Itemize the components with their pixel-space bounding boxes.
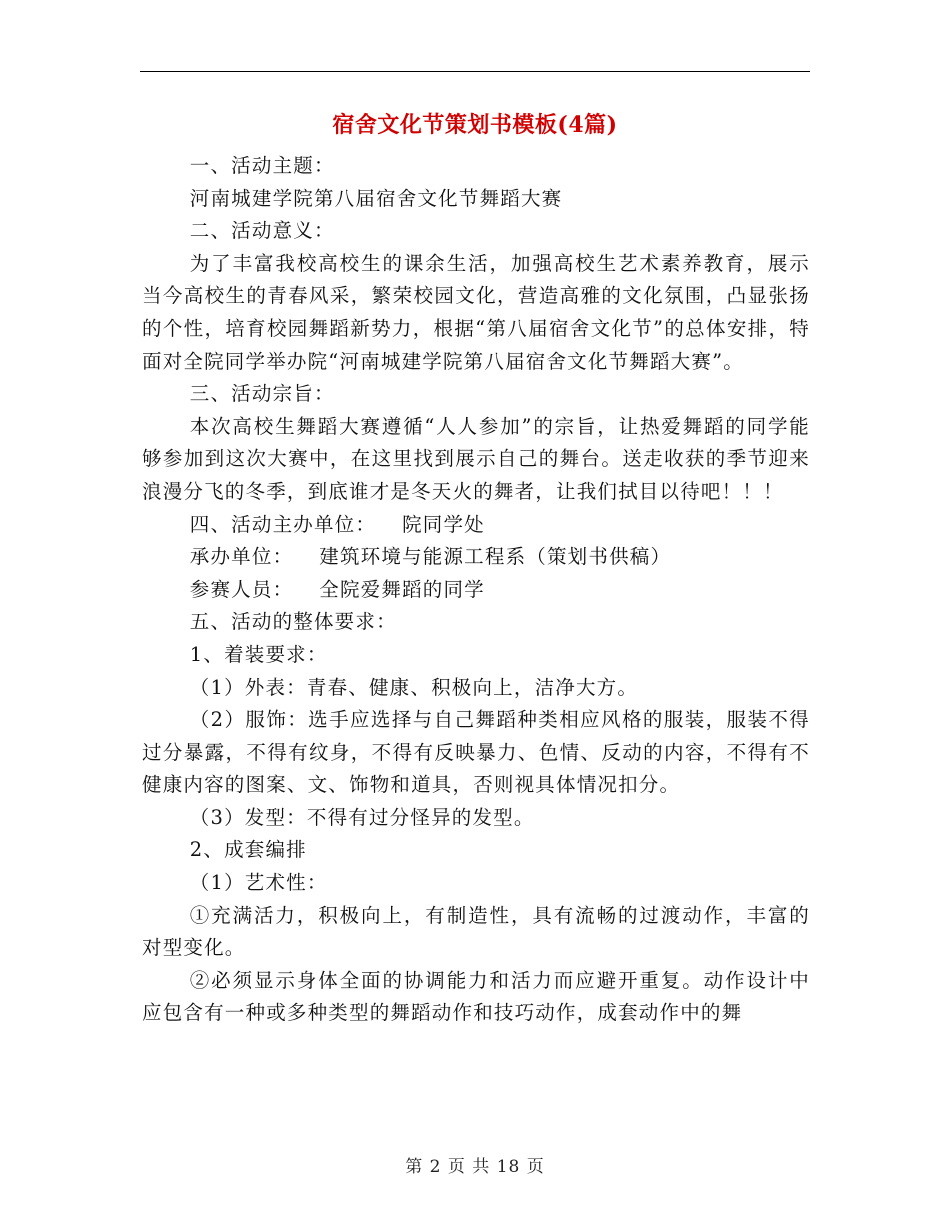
item-artistry: （1）艺术性： <box>189 871 328 895</box>
item-point-1: ①充满活力，积极向上，有制造性，具有流畅的过渡动作，丰富的对型变化。 <box>142 903 810 960</box>
paragraph-significance: 为了丰富我校高校生的课余生活，加强高校生艺术素养教育，展示当今高校生的青春风采，繁荣校园文化，营造高雅的文化氛围，凸显张扬的个性，培育校园舞蹈新势力，根据“第八届宿舍文化节”的总体安排，特面对全院同学举办院“河南城建学院第八届宿舍文化节舞蹈大赛”。 <box>142 251 810 373</box>
co-organizer-label: 承办单位： <box>189 545 294 569</box>
co-organizer-value: 建筑环境与能源工程系（策划书供稿） <box>319 545 672 569</box>
organizer-label: 四、活动主办单位： <box>189 512 377 536</box>
subheading-dress: 1、着装要求： <box>189 642 328 666</box>
organizer-line <box>142 509 810 542</box>
section-heading-theme: 一、活动主题： <box>189 154 335 177</box>
page-number: 第 2 页 共 18 页 <box>405 1157 545 1177</box>
participants-line <box>142 574 810 607</box>
section-heading-purpose: 三、活动宗旨： <box>189 382 335 406</box>
subheading-choreography: 2、成套编排 <box>189 838 307 862</box>
section-heading-significance: 二、活动意义： <box>189 219 335 243</box>
paragraph-theme: 河南城建学院第八届宿舍文化节舞蹈大赛 <box>189 186 563 210</box>
co-organizer-line <box>142 541 810 574</box>
organizer-value: 院同学处 <box>402 512 485 536</box>
section-heading-requirements: 五、活动的整体要求： <box>189 610 397 634</box>
participants-label: 参赛人员： <box>189 577 294 601</box>
participants-value: 全院爱舞蹈的同学 <box>319 577 485 601</box>
document-body <box>142 150 810 1030</box>
item-hairstyle: （3）发型：不得有过分怪异的发型。 <box>189 805 535 829</box>
item-point-2: ②必须显示身体全面的协调能力和活力而应避开重复。动作设计中应包含有一种或多种类型的舞蹈动作和技巧动作，成套动作中的舞 <box>142 968 810 1025</box>
header-rule <box>140 71 810 72</box>
document-title: 宿舍文化节策划书模板(4篇) <box>332 112 618 138</box>
item-appearance: （1）外表：青春、健康、积极向上，洁净大方。 <box>189 675 639 699</box>
item-costume: （2）服饰：选手应选择与自己舞蹈种类相应风格的服装，服装不得过分暴露，不得有纹身，不得有反映暴力、色情、反动的内容，不得有不健康内容的图案、文、饰物和道具，否则视具体情况扣分。 <box>142 708 810 797</box>
paragraph-purpose: 本次高校生舞蹈大赛遵循“人人参加”的宗旨，让热爱舞蹈的同学能够参加到这次大赛中，在这里找到展示自己的舞台。送走收获的季节迎来浪漫分飞的冬季，到底谁才是冬天火的舞者，让我们拭目以待吧！！！ <box>142 414 810 503</box>
